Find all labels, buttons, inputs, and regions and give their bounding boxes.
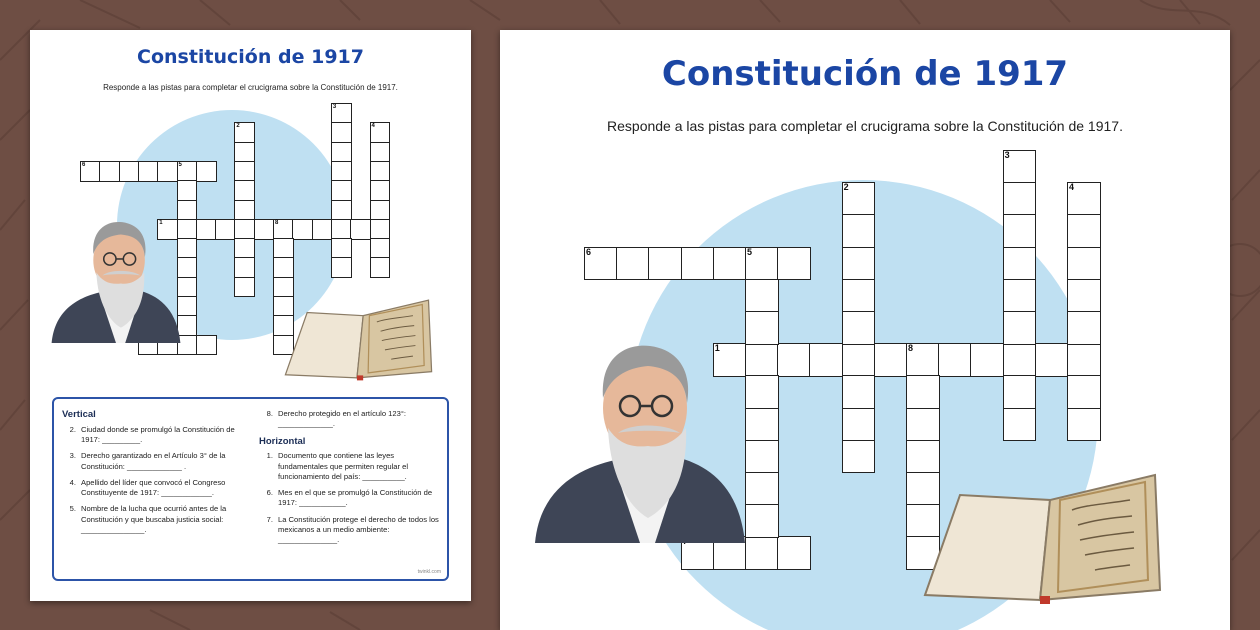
crossword-cell[interactable] xyxy=(234,257,255,278)
vertical-heading: Vertical xyxy=(62,409,96,420)
crossword-cell[interactable] xyxy=(234,200,255,221)
crossword-cell[interactable] xyxy=(1067,343,1101,377)
crossword-cell[interactable] xyxy=(157,161,178,182)
crossword-cell[interactable] xyxy=(745,375,779,409)
crossword-cell[interactable] xyxy=(842,440,876,474)
crossword-cell[interactable] xyxy=(370,122,391,143)
constitution-book-illustration xyxy=(282,297,435,381)
crossword-cell[interactable] xyxy=(331,103,352,124)
crossword-cell[interactable] xyxy=(906,408,940,442)
crossword-cell[interactable] xyxy=(1003,408,1037,442)
crossword-cell[interactable] xyxy=(842,311,876,345)
crossword-cell[interactable] xyxy=(745,343,779,377)
crossword-cell[interactable] xyxy=(331,122,352,143)
crossword-cell[interactable] xyxy=(234,180,255,201)
crossword-cell[interactable] xyxy=(273,219,294,240)
crossword-cell[interactable] xyxy=(331,257,352,278)
crossword-cell[interactable] xyxy=(177,161,198,182)
crossword-cell[interactable] xyxy=(1003,375,1037,409)
crossword-cell[interactable] xyxy=(713,247,747,281)
crossword-cell[interactable] xyxy=(350,219,371,240)
crossword-cell[interactable] xyxy=(906,375,940,409)
crossword-cell[interactable] xyxy=(842,182,876,216)
crossword-cell[interactable] xyxy=(370,219,391,240)
crossword-cell[interactable] xyxy=(99,161,120,182)
crossword-cell[interactable] xyxy=(1067,311,1101,345)
clue-vertical-5: 5. Nombre de la lucha que ocurrió antes de la Constitución y que buscaba justicia social: _______________. xyxy=(69,504,227,534)
crossword-cell[interactable] xyxy=(745,247,779,281)
clue-number: 3 xyxy=(1004,150,1010,160)
crossword-cell[interactable] xyxy=(745,504,779,538)
crossword-cell[interactable] xyxy=(906,440,940,474)
crossword-cell[interactable] xyxy=(1003,214,1037,248)
clues-box xyxy=(52,397,449,581)
crossword-cell[interactable] xyxy=(1003,343,1037,377)
clue-number: 3 xyxy=(332,104,337,110)
crossword-cell[interactable] xyxy=(1003,182,1037,216)
crossword-cell[interactable] xyxy=(1003,247,1037,281)
clue-horizontal-7: 7. La Constitución protege el derecho de todos los mexicanos a un medio ambiente: ______________. xyxy=(266,514,439,545)
crossword-cell[interactable] xyxy=(1035,343,1069,377)
crossword-cell[interactable] xyxy=(745,472,779,506)
crossword-cell[interactable] xyxy=(196,335,217,356)
crossword-cell[interactable] xyxy=(331,180,352,201)
clue-number: 4 xyxy=(371,123,375,130)
crossword-cell[interactable] xyxy=(370,200,391,221)
crossword-cell[interactable] xyxy=(177,180,198,201)
crossword-cell[interactable] xyxy=(745,536,779,570)
crossword-cell[interactable] xyxy=(777,343,811,377)
crossword-cell[interactable] xyxy=(1003,279,1037,313)
man-portrait-illustration-large xyxy=(530,318,750,543)
clue-horizontal-1: 1. Documento que contiene las leyes fundamentales que permiten regular el funcionamiento del país: __________. xyxy=(266,451,409,481)
crossword-cell[interactable] xyxy=(370,238,391,259)
clue-number: 2 xyxy=(236,123,240,130)
crossword-cell[interactable] xyxy=(370,142,391,163)
crossword-cell[interactable] xyxy=(1067,247,1101,281)
crossword-cell[interactable] xyxy=(842,375,876,409)
worksheet-title-large: Constitución de 1917 xyxy=(661,54,1069,94)
clue-number: 5 xyxy=(747,246,753,257)
worksheet-detail xyxy=(500,30,1230,630)
crossword-cell[interactable] xyxy=(312,219,333,240)
crossword-cell[interactable] xyxy=(254,219,275,240)
crossword-cell[interactable] xyxy=(1067,375,1101,409)
crossword-cell[interactable] xyxy=(1003,311,1037,345)
constitution-book-illustration-large xyxy=(920,470,1165,605)
clue-number: 1 xyxy=(714,343,720,354)
crossword-cell[interactable] xyxy=(938,343,972,377)
crossword-cell[interactable] xyxy=(370,257,391,278)
crossword-cell[interactable] xyxy=(215,219,236,240)
horizontal-heading: Horizontal xyxy=(259,435,306,447)
crossword-cell[interactable] xyxy=(331,161,352,182)
clue-number: 2 xyxy=(843,182,849,193)
crossword-cell[interactable] xyxy=(1067,214,1101,248)
crossword-cell[interactable] xyxy=(273,277,294,298)
crossword-cell[interactable] xyxy=(273,238,294,259)
clue-number: 5 xyxy=(178,161,182,168)
worksheet-instructions-large: Responde a las pistas para completar el crucigrama sobre la Constitución de 1917. xyxy=(607,118,1123,134)
crossword-cell[interactable] xyxy=(616,247,650,281)
crossword-cell[interactable] xyxy=(842,408,876,442)
crossword-cell[interactable] xyxy=(648,247,682,281)
clue-vertical-2: 2. Ciudad donde se promulgó la Constitución de 1917: _________. xyxy=(69,424,235,445)
clue-number: 8 xyxy=(275,219,279,226)
crossword-cell[interactable] xyxy=(234,122,255,143)
crossword-cell[interactable] xyxy=(1067,279,1101,313)
crossword-cell[interactable] xyxy=(777,536,811,570)
man-portrait-illustration xyxy=(48,205,184,343)
crossword-cell[interactable] xyxy=(273,257,294,278)
crossword-cell[interactable] xyxy=(745,311,779,345)
crossword-cell[interactable] xyxy=(681,247,715,281)
clue-vertical-8: 8. Derecho protegido en el artículo 123°: _____________. xyxy=(266,409,406,429)
crossword-cell[interactable] xyxy=(370,180,391,201)
clue-number: 1 xyxy=(159,219,163,226)
crossword-cell[interactable] xyxy=(970,343,1004,377)
crossword-cell[interactable] xyxy=(138,161,159,182)
crossword-cell[interactable] xyxy=(842,214,876,248)
crossword-cell[interactable] xyxy=(842,279,876,313)
crossword-cell[interactable] xyxy=(745,408,779,442)
crossword-cell[interactable] xyxy=(1067,182,1101,216)
crossword-cell[interactable] xyxy=(331,238,352,259)
worksheet-thumbnail xyxy=(30,30,471,601)
crossword-cell[interactable] xyxy=(292,219,313,240)
crossword-cell[interactable] xyxy=(234,142,255,163)
crossword-cell[interactable] xyxy=(584,247,618,281)
clue-vertical-3: 3. Derecho garantizado en el Artículo 3° de la Constitución: _____________ . xyxy=(69,451,226,471)
crossword-cell[interactable] xyxy=(196,161,217,182)
crossword-cell[interactable] xyxy=(331,142,352,163)
crossword-cell[interactable] xyxy=(196,219,217,240)
crossword-cell[interactable] xyxy=(370,161,391,182)
crossword-cell[interactable] xyxy=(842,247,876,281)
crossword-cell[interactable] xyxy=(234,277,255,298)
crossword-cell[interactable] xyxy=(1003,150,1037,184)
clue-number: 8 xyxy=(908,343,914,354)
crossword-cell[interactable] xyxy=(809,343,843,377)
crossword-cell[interactable] xyxy=(234,238,255,259)
crossword-cell[interactable] xyxy=(234,161,255,182)
clue-horizontal-6: 6. Mes en el que se promulgó la Constitución de 1917: ___________. xyxy=(266,488,433,508)
crossword-cell[interactable] xyxy=(1067,408,1101,442)
crossword-cell[interactable] xyxy=(874,343,908,377)
crossword-cell[interactable] xyxy=(906,343,940,377)
crossword-cell[interactable] xyxy=(119,161,140,182)
crossword-cell[interactable] xyxy=(745,440,779,474)
clue-vertical-4: 4. Apellido del líder que convocó el Congreso Constituyente de 1917: ____________. xyxy=(69,477,226,498)
worksheet-title: Constitución de 1917 xyxy=(137,46,364,68)
crossword-cell[interactable] xyxy=(842,343,876,377)
crossword-cell[interactable] xyxy=(331,219,352,240)
crossword-cell[interactable] xyxy=(745,279,779,313)
crossword-cell[interactable] xyxy=(80,161,101,182)
clue-number: 6 xyxy=(586,246,592,257)
clue-number: 6 xyxy=(82,161,86,168)
crossword-cell[interactable] xyxy=(234,219,255,240)
clue-number: 4 xyxy=(1069,182,1075,193)
crossword-cell[interactable] xyxy=(331,200,352,221)
footer-watermark: twinkl.com xyxy=(417,569,441,576)
worksheet-instructions: Responde a las pistas para completar el crucigrama sobre la Constitución de 1917. xyxy=(103,83,398,92)
crossword-cell[interactable] xyxy=(777,247,811,281)
